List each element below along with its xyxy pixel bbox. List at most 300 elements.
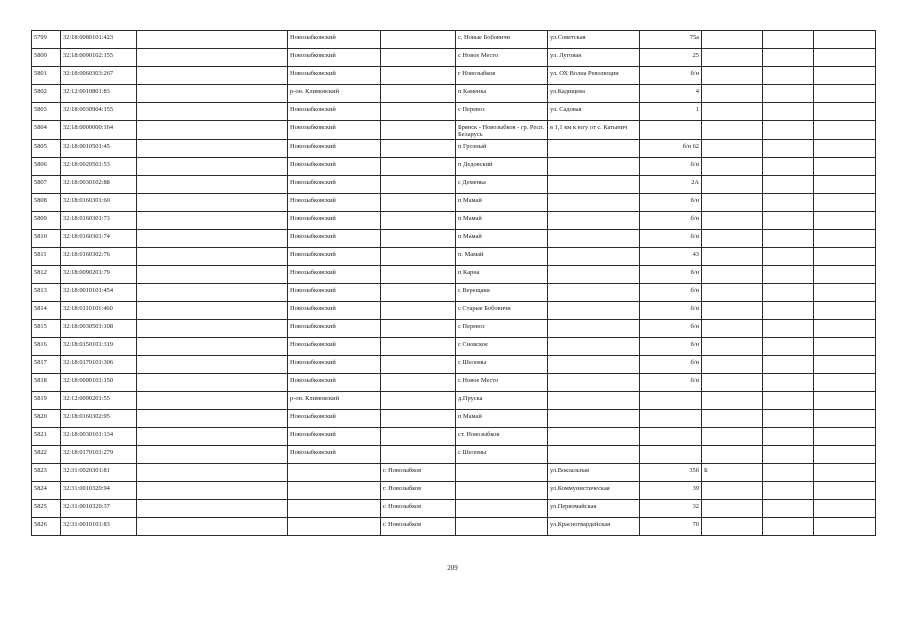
locality-cell: п Мамай [456,410,548,428]
locality-cell: с Сновское [456,338,548,356]
extra-cell-2 [814,140,876,158]
district-cell: Новозыбковский [288,356,381,374]
cadastral-number: 32:18:0170101:306 [61,356,137,374]
cadastral-number: 32:18:0010101:454 [61,284,137,302]
street-cell [548,356,640,374]
region-cell [137,320,288,338]
building-cell [702,284,763,302]
street-cell [548,374,640,392]
extra-cell-1 [763,518,814,536]
locality-cell [456,518,548,536]
city-cell: г. Новозыбков [381,518,456,536]
extra-cell-1 [763,374,814,392]
house-cell: 1 [640,103,702,121]
region-cell [137,248,288,266]
city-cell [381,31,456,49]
cadastral-number: 32:18:0110101:460 [61,302,137,320]
street-cell: ул.Кадищева [548,85,640,103]
district-cell: Новозыбковский [288,103,381,121]
district-cell: Новозыбковский [288,374,381,392]
district-cell: Новозыбковский [288,428,381,446]
city-cell [381,410,456,428]
house-cell: 4 [640,85,702,103]
district-cell: р-он. Климовский [288,392,381,410]
extra-cell-2 [814,320,876,338]
locality-cell [456,464,548,482]
city-cell: г. Новозыбков [381,482,456,500]
street-cell: ул.Коммунистическая [548,482,640,500]
cadastral-number: 32:18:0090201:79 [61,266,137,284]
district-cell: Новозыбковский [288,248,381,266]
locality-cell: с Перевоз [456,320,548,338]
house-cell: 43 [640,248,702,266]
street-cell [548,230,640,248]
extra-cell-1 [763,248,814,266]
house-cell: 25 [640,49,702,67]
table-row [32,464,876,482]
locality-cell: с Новое Место [456,374,548,392]
street-cell [548,410,640,428]
building-cell [702,410,763,428]
extra-cell-1 [763,49,814,67]
table-row [32,500,876,518]
region-cell [137,392,288,410]
district-cell [288,464,381,482]
table-row [32,176,876,194]
house-cell: 32 [640,500,702,518]
district-cell [288,482,381,500]
house-cell: 75а [640,31,702,49]
street-cell [548,284,640,302]
row-number: 5804 [32,121,61,140]
district-cell [288,500,381,518]
extra-cell-2 [814,464,876,482]
house-cell: б/н [640,212,702,230]
region-cell [137,140,288,158]
locality-cell: с. Новые Бобовичи [456,31,548,49]
extra-cell-2 [814,266,876,284]
register-rows [32,31,876,536]
region-cell [137,302,288,320]
district-cell: Новозыбковский [288,446,381,464]
locality-cell: Брянск - Новозыбков - гр. Респ. Беларусь [456,121,548,140]
locality-cell: п Каменка [456,85,548,103]
city-cell [381,446,456,464]
row-number: 5805 [32,140,61,158]
extra-cell-1 [763,158,814,176]
district-cell: Новозыбковский [288,338,381,356]
street-cell [548,140,640,158]
city-cell [381,230,456,248]
cadastral-number: 32:18:0160301:73 [61,212,137,230]
table-row [32,518,876,536]
row-number: 5809 [32,212,61,230]
city-cell [381,392,456,410]
extra-cell-2 [814,446,876,464]
extra-cell-2 [814,410,876,428]
row-number: 5815 [32,320,61,338]
extra-cell-1 [763,356,814,374]
cadastral-number: 32:18:0000000:164 [61,121,137,140]
region-cell [137,194,288,212]
house-cell: 39 [640,482,702,500]
district-cell: Новозыбковский [288,158,381,176]
city-cell [381,49,456,67]
locality-cell: п Грозный [456,140,548,158]
building-cell [702,85,763,103]
extra-cell-2 [814,302,876,320]
building-cell [702,140,763,158]
building-cell [702,67,763,85]
district-cell: Новозыбковский [288,266,381,284]
extra-cell-2 [814,428,876,446]
region-cell [137,266,288,284]
city-cell [381,338,456,356]
region-cell [137,356,288,374]
cadastral-number: 32:18:0160301:60 [61,194,137,212]
cadastral-number: 32:18:0090101:150 [61,374,137,392]
cadastral-number: 32:18:0160302:95 [61,410,137,428]
extra-cell-2 [814,176,876,194]
district-cell: Новозыбковский [288,410,381,428]
city-cell [381,194,456,212]
house-cell [640,410,702,428]
building-cell [702,248,763,266]
table-row [32,230,876,248]
building-cell [702,212,763,230]
building-cell [702,482,763,500]
row-number: 5821 [32,428,61,446]
locality-cell [456,500,548,518]
house-cell: б/н [640,67,702,85]
region-cell [137,464,288,482]
locality-cell: с Верещаки [456,284,548,302]
row-number: 5825 [32,500,61,518]
table-row [32,302,876,320]
city-cell [381,356,456,374]
locality-cell: с Шеломы [456,446,548,464]
extra-cell-2 [814,212,876,230]
table-row [32,67,876,85]
extra-cell-2 [814,103,876,121]
locality-cell: п. Мамай [456,248,548,266]
table-row [32,194,876,212]
extra-cell-1 [763,320,814,338]
table-row [32,338,876,356]
building-cell [702,176,763,194]
extra-cell-1 [763,194,814,212]
extra-cell-1 [763,266,814,284]
cadastral-number: 32:18:0020501:53 [61,158,137,176]
city-cell [381,85,456,103]
street-cell [548,320,640,338]
building-cell [702,302,763,320]
street-cell: ул.Первомайская [548,500,640,518]
extra-cell-2 [814,85,876,103]
district-cell: Новозыбковский [288,67,381,85]
street-cell: ул. Садовая [548,103,640,121]
extra-cell-2 [814,49,876,67]
table-row [32,212,876,230]
extra-cell-1 [763,67,814,85]
table-row [32,248,876,266]
region-cell [137,518,288,536]
extra-cell-1 [763,464,814,482]
locality-cell: п Мамай [456,194,548,212]
locality-cell: д.Пруска [456,392,548,410]
row-number: 5824 [32,482,61,500]
region-cell [137,428,288,446]
cadastral-number: 32:31:0010101:83 [61,518,137,536]
city-cell: г. Новозыбков [381,500,456,518]
extra-cell-2 [814,248,876,266]
row-number: 5814 [32,302,61,320]
street-cell: ул. ОХ Волна Революции [548,67,640,85]
region-cell [137,446,288,464]
locality-cell: с Новое Место [456,49,548,67]
region-cell [137,176,288,194]
house-cell [640,121,702,140]
street-cell: в 1,1 км к югу от с. Катынич [548,121,640,140]
cadastral-number: 32:18:0030501:108 [61,320,137,338]
house-cell: б/н [640,302,702,320]
region-cell [137,212,288,230]
extra-cell-2 [814,392,876,410]
house-cell: 35б [640,464,702,482]
page-number: 209 [447,564,458,572]
extra-cell-1 [763,446,814,464]
extra-cell-2 [814,284,876,302]
region-cell [137,482,288,500]
building-cell [702,500,763,518]
extra-cell-1 [763,428,814,446]
street-cell [548,158,640,176]
extra-cell-1 [763,482,814,500]
district-cell: Новозыбковский [288,212,381,230]
building-cell [702,320,763,338]
house-cell [640,392,702,410]
table-row [32,49,876,67]
street-cell [548,392,640,410]
cadastral-number: 32:18:0160302:76 [61,248,137,266]
row-number: 5812 [32,266,61,284]
region-cell [137,338,288,356]
cadastral-number: 32:18:0080101:423 [61,31,137,49]
district-cell: р-он. Климовский [288,85,381,103]
table-row [32,266,876,284]
region-cell [137,410,288,428]
city-cell [381,103,456,121]
city-cell [381,266,456,284]
table-row [32,158,876,176]
locality-cell: г Новозыбков [456,67,548,85]
table-row [32,121,876,140]
table-row [32,446,876,464]
street-cell [548,266,640,284]
building-cell [702,266,763,284]
building-cell [702,392,763,410]
city-cell [381,121,456,140]
register-table [31,30,876,536]
locality-cell: п Мамай [456,212,548,230]
region-cell [137,158,288,176]
row-number: 5808 [32,194,61,212]
table-row [32,140,876,158]
house-cell: б/н 62 [640,140,702,158]
region-cell [137,284,288,302]
street-cell [548,428,640,446]
table-row [32,392,876,410]
house-cell: 2А [640,176,702,194]
street-cell [548,212,640,230]
extra-cell-1 [763,103,814,121]
cadastral-number: 32:31:0010320:37 [61,500,137,518]
table-row [32,356,876,374]
extra-cell-2 [814,356,876,374]
row-number: 5801 [32,67,61,85]
row-number: 5803 [32,103,61,121]
row-number: 5811 [32,248,61,266]
table-row [32,31,876,49]
cadastral-number: 32:12:0090201:55 [61,392,137,410]
row-number: 5818 [32,374,61,392]
street-cell [548,446,640,464]
district-cell: Новозыбковский [288,302,381,320]
building-cell: Б [702,464,763,482]
building-cell [702,230,763,248]
extra-cell-1 [763,410,814,428]
city-cell [381,248,456,266]
street-cell: ул. Луговая [548,49,640,67]
city-cell [381,428,456,446]
extra-cell-1 [763,230,814,248]
building-cell [702,31,763,49]
house-cell: 70 [640,518,702,536]
extra-cell-1 [763,176,814,194]
extra-cell-1 [763,140,814,158]
cadastral-number: 32:31:0020301:81 [61,464,137,482]
extra-cell-1 [763,284,814,302]
extra-cell-2 [814,67,876,85]
row-number: 5807 [32,176,61,194]
building-cell [702,374,763,392]
table-row [32,374,876,392]
building-cell [702,121,763,140]
row-number: 5817 [32,356,61,374]
cadastral-number: 32:18:0030102:88 [61,176,137,194]
row-number: 5826 [32,518,61,536]
extra-cell-2 [814,518,876,536]
building-cell [702,103,763,121]
extra-cell-1 [763,31,814,49]
extra-cell-1 [763,212,814,230]
cadastral-number: 32:18:0090102:155 [61,49,137,67]
locality-cell: ст. Новозыбков [456,428,548,446]
district-cell: Новозыбковский [288,140,381,158]
cadastral-number: 32:18:0030904:155 [61,103,137,121]
extra-cell-2 [814,500,876,518]
row-number: 5806 [32,158,61,176]
house-cell: б/н [640,338,702,356]
city-cell [381,284,456,302]
extra-cell-2 [814,338,876,356]
region-cell [137,67,288,85]
house-cell: б/н [640,158,702,176]
district-cell: Новозыбковский [288,230,381,248]
street-cell: ул.Вокзальная [548,464,640,482]
table-row [32,410,876,428]
region-cell [137,85,288,103]
street-cell [548,194,640,212]
row-number: 5802 [32,85,61,103]
building-cell [702,356,763,374]
table-row [32,103,876,121]
street-cell [548,302,640,320]
cadastral-number: 32:31:0010320:94 [61,482,137,500]
building-cell [702,158,763,176]
region-cell [137,500,288,518]
locality-cell: с Шеломы [456,356,548,374]
extra-cell-2 [814,121,876,140]
city-cell [381,302,456,320]
district-cell [288,518,381,536]
region-cell [137,49,288,67]
district-cell: Новозыбковский [288,49,381,67]
locality-cell: п Дедовский [456,158,548,176]
extra-cell-1 [763,500,814,518]
extra-cell-1 [763,121,814,140]
house-cell: б/н [640,284,702,302]
building-cell [702,338,763,356]
street-cell: ул.Советская [548,31,640,49]
district-cell: Новозыбковский [288,320,381,338]
region-cell [137,121,288,140]
extra-cell-1 [763,392,814,410]
row-number: 5822 [32,446,61,464]
city-cell [381,374,456,392]
cadastral-number: 32:18:0010501:45 [61,140,137,158]
locality-cell: с Старые Бобовичи [456,302,548,320]
building-cell [702,49,763,67]
locality-cell: с Деменка [456,176,548,194]
extra-cell-2 [814,230,876,248]
house-cell [640,446,702,464]
district-cell: Новозыбковский [288,176,381,194]
row-number: 5819 [32,392,61,410]
house-cell: б/н [640,374,702,392]
locality-cell: п Карна [456,266,548,284]
region-cell [137,103,288,121]
extra-cell-2 [814,374,876,392]
street-cell [548,248,640,266]
row-number: 5820 [32,410,61,428]
house-cell [640,428,702,446]
house-cell: б/н [640,230,702,248]
city-cell [381,320,456,338]
extra-cell-2 [814,158,876,176]
building-cell [702,428,763,446]
row-number: 5799 [32,31,61,49]
extra-cell-1 [763,338,814,356]
city-cell [381,212,456,230]
house-cell: б/н [640,194,702,212]
street-cell [548,176,640,194]
district-cell: Новозыбковский [288,121,381,140]
row-number: 5810 [32,230,61,248]
city-cell [381,140,456,158]
extra-cell-2 [814,194,876,212]
extra-cell-2 [814,482,876,500]
